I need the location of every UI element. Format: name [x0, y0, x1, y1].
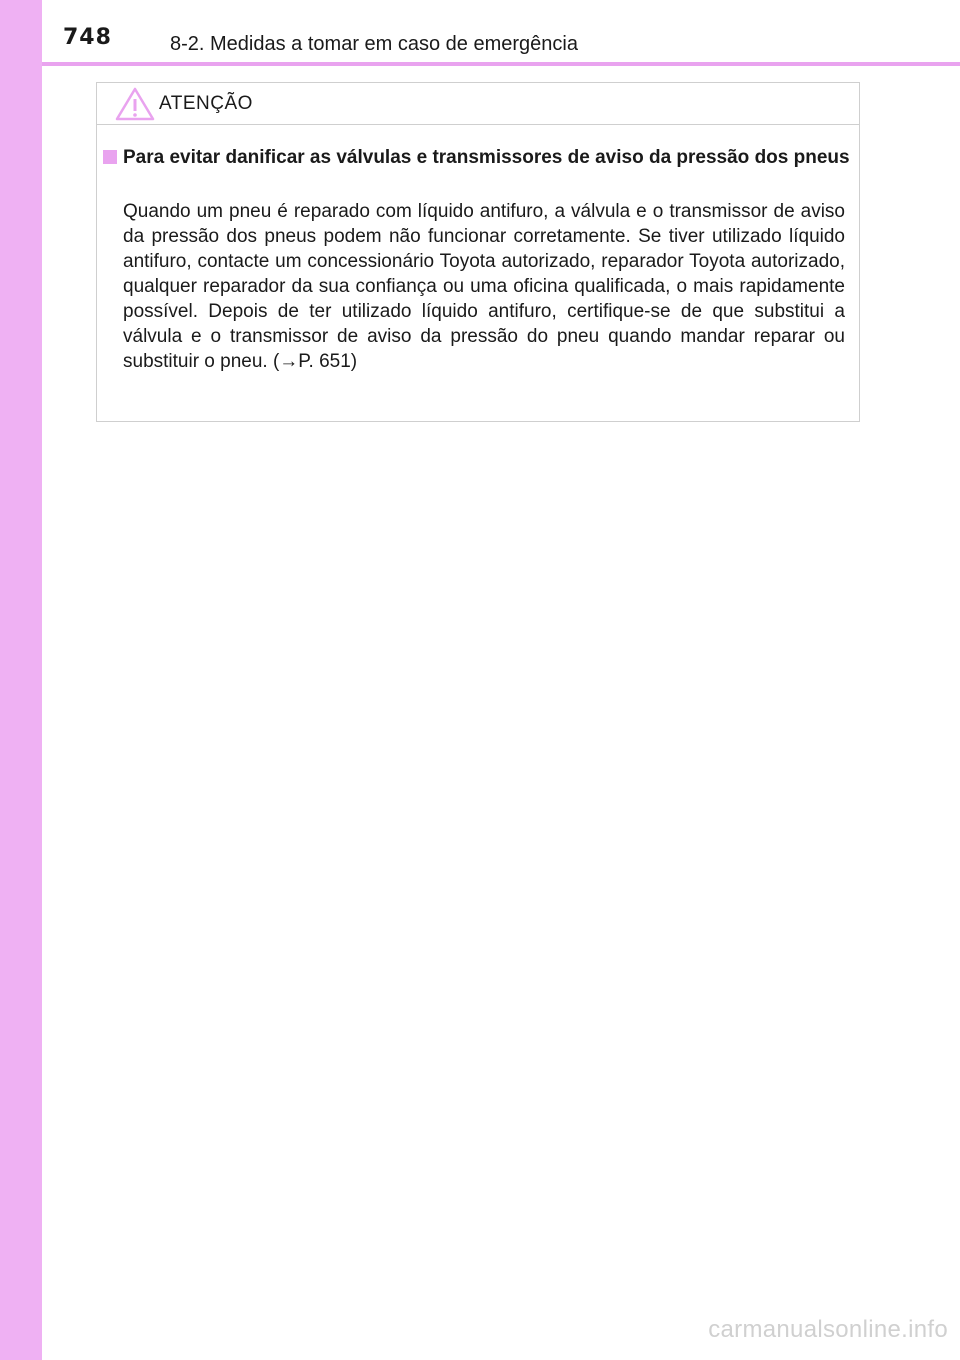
warning-subheading	[101, 145, 855, 170]
square-bullet-icon	[103, 150, 117, 164]
warning-label: ATENÇÃO	[159, 93, 253, 114]
header-divider	[42, 62, 960, 66]
warning-subheading-text: Para evitar danificar as válvulas e transmissores de aviso da pressão dos pneus	[123, 147, 850, 168]
warning-body-text: Quando um pneu é reparado com líquido antifuro, a válvula e o transmissor de aviso da pressão dos pneus podem não funcionar corretamente. Se tiver utilizado líquido antifuro, contacte um concessionário Toyota autorizado, reparador Toyota autorizado, qualquer reparador da sua confiança ou uma oficina qualificada, o mais rapidamente possível. Depois de ter utilizado líquido antifuro, certifique-se de que substitui a válvula e o transmissor de aviso da pressão do pneu quando mandar reparar ou substituir o pneu. (→P. 651)	[123, 201, 845, 372]
page-header	[0, 0, 960, 68]
warning-box	[96, 82, 860, 422]
side-color-band	[0, 0, 42, 1360]
section-title: 8-2. Medidas a tomar em caso de emergência	[170, 33, 578, 55]
warning-header	[97, 83, 859, 125]
page-number: 748	[63, 25, 112, 50]
warning-triangle-icon	[115, 87, 155, 121]
watermark: carmanualsonline.info	[708, 1316, 948, 1343]
